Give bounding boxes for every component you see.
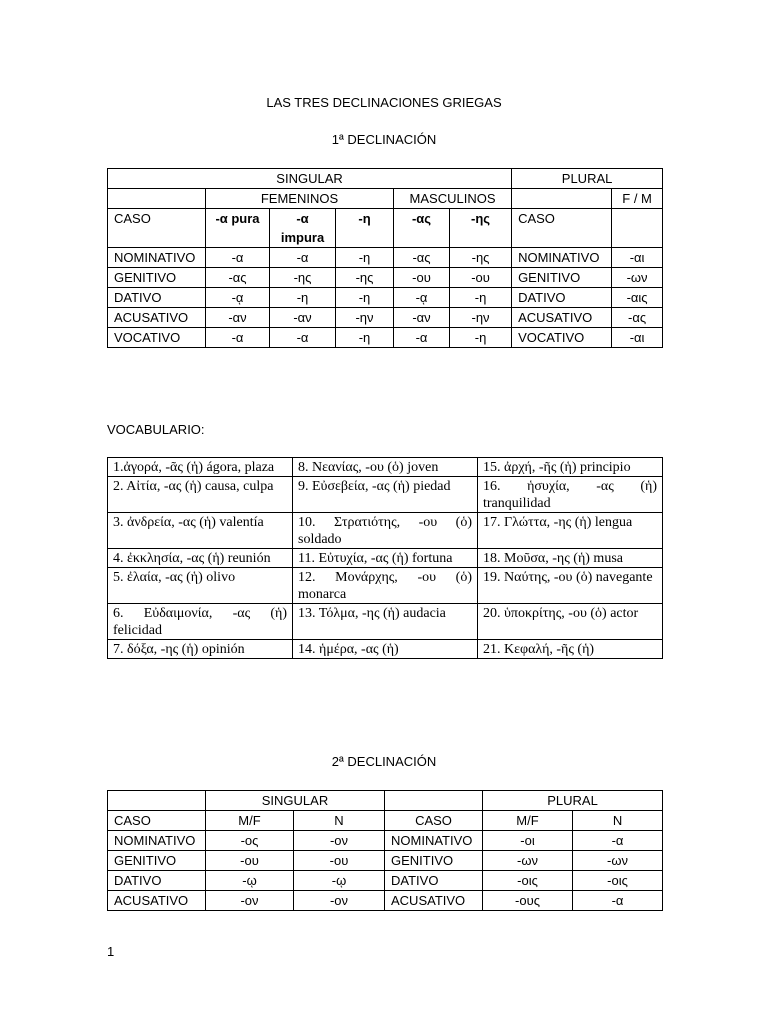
case-cell: VOCATIVO [108,328,206,348]
ending-cell: -ον [294,891,385,911]
table-row [108,640,663,659]
alpha-impura-header: -α impura [270,209,336,248]
singular-header: SINGULAR [108,169,512,189]
case-cell: VOCATIVO [512,328,612,348]
table-row [108,268,663,288]
section-2-title: 2ª DECLINACIÓN [331,754,437,769]
vocab-entry: 18. Μοῦσα, -ης (ἡ) musa [478,549,663,568]
ending-cell: -η [450,328,512,348]
ending-cell: -η [336,288,394,308]
masculinos-header: MASCULINOS [394,189,512,209]
table-row [108,871,663,891]
ending-cell: -ου [294,851,385,871]
section-1-title: 1ª DECLINACIÓN [331,132,437,147]
as-header: -ας [394,209,450,248]
empty-cell [108,189,206,209]
plural-header: PLURAL [483,791,663,811]
ending-cell: -οι [483,831,573,851]
ending-cell: -ους [483,891,573,911]
ending-cell: -η [336,248,394,268]
neuter-plural-header: N [573,811,663,831]
case-cell: DATIVO [108,288,206,308]
second-declension-table [107,790,663,911]
ending-cell: -ου [450,268,512,288]
vocabulary-label: VOCABULARIO: [107,422,205,437]
es-header: -ης [450,209,512,248]
table-row [108,328,663,348]
table-row [108,477,663,513]
page-number: 1 [107,944,115,959]
caso-plural-header: CASO [512,209,612,248]
ending-cell: -ης [270,268,336,288]
vocab-entry: 20. ὑποκρίτης, -ου (ὁ) actor [478,604,663,640]
ending-cell: -η [450,288,512,308]
case-cell: NOMINATIVO [385,831,483,851]
plural-header: PLURAL [512,169,663,189]
ending-cell: -η [336,328,394,348]
singular-header: SINGULAR [206,791,385,811]
table-row [108,248,663,268]
vocab-entry: 2. Αἰτία, -ας (ἡ) causa, culpa [108,477,293,513]
vocab-entry: 17. Γλώττα, -ης (ἡ) lengua [478,513,663,549]
ending-cell: -α [206,248,270,268]
table-row [108,288,663,308]
case-cell: NOMINATIVO [108,831,206,851]
ending-cell: -α [573,891,663,911]
vocab-entry: 16. ἡσυχία, -ας (ἡ) tranquilidad [478,477,663,513]
ending-cell: -ης [450,248,512,268]
caso-plural-header: CASO [385,811,483,831]
case-cell: ACUSATIVO [108,891,206,911]
vocab-entry: 7. δόξα, -ης (ἡ) opinión [108,640,293,659]
mf-header: M/F [206,811,294,831]
ending-cell: -αν [270,308,336,328]
ending-cell: -η [270,288,336,308]
doc-title: LAS TRES DECLINACIONES GRIEGAS [266,95,502,110]
empty-cell [385,791,483,811]
ending-cell: -ας [612,308,663,328]
empty-cell [612,209,663,248]
table-row [108,831,663,851]
ending-cell: -ης [336,268,394,288]
vocab-entry: 4. ἐκκλησία, -ας (ἡ) reunión [108,549,293,568]
vocab-entry: 13. Τόλμα, -ης (ἡ) audacia [293,604,478,640]
vocab-entry: 21. Κεφαλή, -ῆς (ἡ) [478,640,663,659]
empty-cell [512,189,612,209]
ending-cell: -ου [206,851,294,871]
case-cell: GENITIVO [108,851,206,871]
ending-cell: -ην [450,308,512,328]
ending-cell: -ου [394,268,450,288]
ending-cell: -α [394,328,450,348]
table-row [108,549,663,568]
case-cell: ACUSATIVO [385,891,483,911]
case-cell: GENITIVO [385,851,483,871]
ending-cell: -αν [206,308,270,328]
ending-cell: -ῳ [294,871,385,891]
ending-cell: -ῳ [206,871,294,891]
table-row [108,568,663,604]
table-row [108,513,663,549]
ending-cell: -ην [336,308,394,328]
ending-cell: -α [206,328,270,348]
ending-cell: -ας [206,268,270,288]
case-cell: DATIVO [108,871,206,891]
vocab-entry: 5. ἐλαία, -ας (ἡ) olivo [108,568,293,604]
case-cell: GENITIVO [108,268,206,288]
first-declension-table [107,168,663,348]
ending-cell: -αι [612,248,663,268]
vocab-entry: 9. Εὐσεβεία, -ας (ἡ) piedad [293,477,478,513]
vocab-entry: 1.ἀγορά, -ᾶς (ἡ) ágora, plaza [108,458,293,477]
ending-cell: -ων [612,268,663,288]
ending-cell: -ᾳ [394,288,450,308]
vocab-entry: 12. Μονάρχης, -ου (ὁ) monarca [293,568,478,604]
ending-cell: -ας [394,248,450,268]
fm-header: F / M [612,189,663,209]
vocab-entry: 19. Ναύτης, -ου (ὁ) navegante [478,568,663,604]
alpha-pura-header: -α pura [206,209,270,248]
vocab-entry: 8. Νεανίας, -ου (ὁ) joven [293,458,478,477]
femeninos-header: FEMENINOS [206,189,394,209]
ending-cell: -α [270,328,336,348]
table-row [108,891,663,911]
case-cell: ACUSATIVO [512,308,612,328]
table-row [108,851,663,871]
case-cell: DATIVO [512,288,612,308]
vocab-entry: 6. Εὐδαιμονία, -ας (ἡ) felicidad [108,604,293,640]
vocabulary-table [107,457,663,659]
eta-header: -η [336,209,394,248]
ending-cell: -ον [206,891,294,911]
case-cell: GENITIVO [512,268,612,288]
caso-header: CASO [108,811,206,831]
table-row [108,308,663,328]
case-cell: ACUSATIVO [108,308,206,328]
case-cell: DATIVO [385,871,483,891]
table-row [108,458,663,477]
neuter-header: N [294,811,385,831]
ending-cell: -αν [394,308,450,328]
case-cell: NOMINATIVO [108,248,206,268]
ending-cell: -α [270,248,336,268]
ending-cell: -ον [294,831,385,851]
ending-cell: -ων [483,851,573,871]
vocab-entry: 10. Στρατιότης, -ου (ὁ) soldado [293,513,478,549]
caso-header: CASO [108,209,206,248]
vocab-entry: 11. Εὐτυχία, -ας (ἡ) fortuna [293,549,478,568]
case-cell: NOMINATIVO [512,248,612,268]
ending-cell: -α [573,831,663,851]
vocab-entry: 14. ἡμέρα, -ας (ἡ) [293,640,478,659]
ending-cell: -αις [612,288,663,308]
vocab-entry: 15. ἀρχή, -ῆς (ἡ) principio [478,458,663,477]
empty-cell [108,791,206,811]
ending-cell: -ος [206,831,294,851]
ending-cell: -ων [573,851,663,871]
ending-cell: -οις [483,871,573,891]
mf-plural-header: M/F [483,811,573,831]
vocab-entry: 3. ἀνδρεία, -ας (ἡ) valentía [108,513,293,549]
ending-cell: -αι [612,328,663,348]
ending-cell: -ᾳ [206,288,270,308]
ending-cell: -οις [573,871,663,891]
table-row [108,604,663,640]
